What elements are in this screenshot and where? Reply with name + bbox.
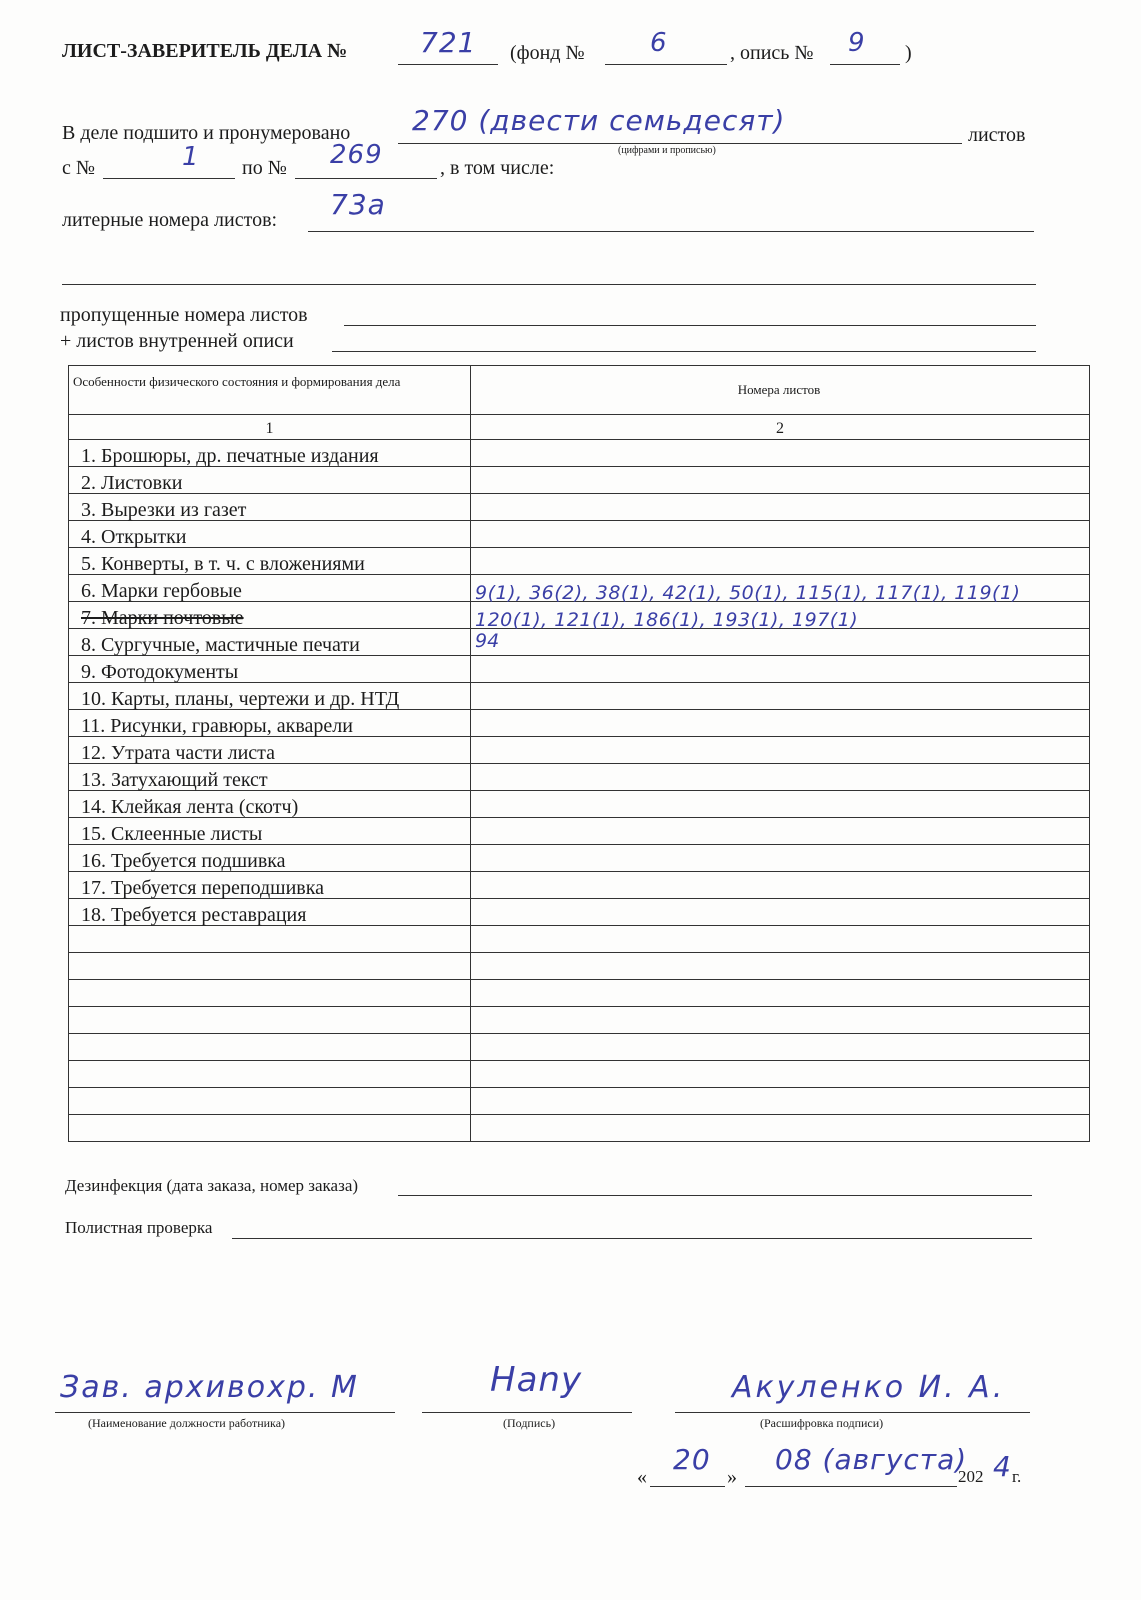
form-title: ЛИСТ-ЗАВЕРИТЕЛЬ ДЕЛА № — [62, 40, 348, 62]
from-label: с № — [62, 157, 95, 179]
fond-number-line — [605, 64, 727, 65]
row-label: 18. Требуется реставрация — [69, 899, 471, 926]
day-line — [650, 1486, 725, 1487]
table-header-row — [69, 366, 1090, 415]
table-row — [69, 467, 1090, 494]
table-row — [69, 548, 1090, 575]
opis-number-line — [830, 64, 900, 65]
col1-header: Особенности физического состояния и формирования дела — [69, 366, 471, 415]
row-value[interactable] — [471, 899, 1090, 926]
postage-stamps-value[interactable]: 120(1), 121(1), 186(1), 193(1), 197(1) — [475, 609, 859, 631]
decoding-line — [675, 1412, 1030, 1413]
row-value[interactable] — [471, 710, 1090, 737]
opis-number-value[interactable]: 9 — [848, 28, 866, 58]
col2-header: Номера листов — [471, 366, 1090, 415]
row-label: 6. Марки гербовые — [69, 575, 471, 602]
table-row — [69, 899, 1090, 926]
table-row — [69, 602, 1090, 629]
row-label: 16. Требуется подшивка — [69, 845, 471, 872]
row-label: 2. Листовки — [69, 467, 471, 494]
missing-line — [344, 325, 1036, 326]
table-row — [69, 872, 1090, 899]
table-row — [69, 791, 1090, 818]
from-line — [103, 178, 235, 179]
empty-cell[interactable] — [471, 1034, 1090, 1061]
empty-cell[interactable] — [471, 1115, 1090, 1142]
position-value[interactable]: Зав. архивохр. М — [60, 1370, 359, 1405]
table-row — [69, 656, 1090, 683]
inner-label: + листов внутренней описи — [60, 330, 294, 352]
inner-line — [332, 351, 1036, 352]
table-row — [69, 845, 1090, 872]
row-value[interactable] — [471, 845, 1090, 872]
table-row-empty — [69, 953, 1090, 980]
row-value[interactable] — [471, 818, 1090, 845]
row-label: 13. Затухающий текст — [69, 764, 471, 791]
signature-value[interactable]: Hany — [490, 1360, 583, 1400]
disinfection-label: Дезинфекция (дата заказа, номер заказа) — [65, 1176, 359, 1195]
row-label: 9. Фотодокументы — [69, 656, 471, 683]
including-label: , в том числе: — [440, 157, 555, 179]
empty-cell — [69, 980, 471, 1007]
row-label: 11. Рисунки, гравюры, акварели — [69, 710, 471, 737]
row-value[interactable] — [471, 440, 1090, 467]
check-line — [232, 1238, 1032, 1239]
month-line — [745, 1486, 957, 1487]
empty-cell — [69, 1115, 471, 1142]
close-paren: ) — [905, 42, 912, 64]
row-label: 8. Сургучные, мастичные печати — [69, 629, 471, 656]
table-row — [69, 818, 1090, 845]
condition-table — [68, 365, 1090, 1142]
empty-cell — [69, 926, 471, 953]
year-prefix: 202 — [958, 1467, 984, 1486]
sheets-word: листов — [968, 124, 1026, 146]
letter-value[interactable]: 73а — [330, 188, 386, 221]
table-row-empty — [69, 1061, 1090, 1088]
table-row — [69, 521, 1090, 548]
case-number-value[interactable]: 721 — [420, 26, 477, 59]
from-value[interactable]: 1 — [182, 142, 200, 172]
row-label: 12. Утрата части листа — [69, 737, 471, 764]
year-value[interactable]: 4 — [993, 1450, 1012, 1483]
row-label: 10. Карты, планы, чертежи и др. НТД — [69, 683, 471, 710]
table-row — [69, 494, 1090, 521]
table-row-empty — [69, 980, 1090, 1007]
table-row — [69, 710, 1090, 737]
row-value[interactable] — [471, 548, 1090, 575]
row-label: 15. Склеенные листы — [69, 818, 471, 845]
fond-label: (фонд № — [510, 42, 585, 64]
row-label: 17. Требуется переподшивка — [69, 872, 471, 899]
row-label: 5. Конверты, в т. ч. с вложениями — [69, 548, 471, 575]
row-value[interactable] — [471, 656, 1090, 683]
row-label: 14. Клейкая лента (скотч) — [69, 791, 471, 818]
digits-hint: (цифрами и прописью) — [618, 145, 716, 156]
empty-cell[interactable] — [471, 1007, 1090, 1034]
table-row — [69, 575, 1090, 602]
opis-label: , опись № — [730, 42, 814, 64]
position-hint: (Наименование должности работника) — [88, 1416, 286, 1430]
row-label: 3. Вырезки из газет — [69, 494, 471, 521]
empty-cell[interactable] — [471, 980, 1090, 1007]
empty-cell[interactable] — [471, 1088, 1090, 1115]
to-label: по № — [242, 157, 287, 179]
empty-cell[interactable] — [471, 1061, 1090, 1088]
table-row — [69, 440, 1090, 467]
table-row — [69, 629, 1090, 656]
col1-number: 1 — [69, 415, 471, 440]
empty-cell[interactable] — [471, 926, 1090, 953]
fond-number-value[interactable]: 6 — [650, 28, 668, 58]
table-number-row — [69, 415, 1090, 440]
table-row — [69, 683, 1090, 710]
case-number-line — [398, 64, 498, 65]
row-value[interactable] — [471, 872, 1090, 899]
letter-label: литерные номера листов: — [62, 209, 278, 231]
empty-cell — [69, 1007, 471, 1034]
stitched-line — [398, 143, 962, 144]
table-row-empty — [69, 1115, 1090, 1142]
row-value[interactable] — [471, 737, 1090, 764]
to-value[interactable]: 269 — [330, 140, 383, 170]
check-label: Полистная проверка — [65, 1218, 213, 1237]
table-row-empty — [69, 926, 1090, 953]
row-value[interactable] — [471, 494, 1090, 521]
table-row — [69, 764, 1090, 791]
table-row-empty — [69, 1034, 1090, 1061]
signature-hint: (Подпись) — [503, 1416, 556, 1430]
row-value[interactable] — [471, 602, 1090, 629]
quote-close: » — [727, 1466, 737, 1488]
month-value[interactable]: 08 (августа) — [775, 1443, 968, 1476]
col2-number: 2 — [471, 415, 1090, 440]
row-value[interactable] — [471, 764, 1090, 791]
row-value[interactable] — [471, 521, 1090, 548]
table-row-empty — [69, 1007, 1090, 1034]
position-line — [55, 1412, 395, 1413]
revenue-stamps-value[interactable]: 9(1), 36(2), 38(1), 42(1), 50(1), 115(1), 117(1), 119(1) — [475, 582, 1021, 604]
decoding-value[interactable]: Акуленко И. А. — [732, 1370, 1006, 1405]
row-value[interactable] — [471, 683, 1090, 710]
day-value[interactable]: 20 — [673, 1443, 711, 1476]
missing-label: пропущенные номера листов — [60, 304, 308, 326]
row-label-struck: 7. Марки почтовые — [69, 602, 471, 629]
empty-cell — [69, 1088, 471, 1115]
letter-line — [308, 231, 1034, 232]
empty-cell — [69, 953, 471, 980]
to-line — [295, 178, 437, 179]
table-row — [69, 737, 1090, 764]
row-value[interactable] — [471, 467, 1090, 494]
row-label: 1. Брошюры, др. печатные издания — [69, 440, 471, 467]
table-row-empty — [69, 1088, 1090, 1115]
signature-line — [422, 1412, 632, 1413]
empty-cell — [69, 1034, 471, 1061]
row-value[interactable] — [471, 791, 1090, 818]
extra-line — [62, 284, 1036, 285]
row-value[interactable] — [471, 575, 1090, 602]
decoding-hint: (Расшифровка подписи) — [760, 1416, 884, 1430]
empty-cell — [69, 1061, 471, 1088]
year-suffix: г. — [1012, 1467, 1022, 1486]
row-value[interactable] — [471, 629, 1090, 656]
seals-value[interactable]: 94 — [475, 630, 500, 652]
row-label: 4. Открытки — [69, 521, 471, 548]
empty-cell[interactable] — [471, 953, 1090, 980]
quote-open: « — [637, 1466, 647, 1488]
stitched-value[interactable]: 270 (двести семьдесят) — [412, 104, 786, 137]
disinfection-line — [398, 1195, 1032, 1196]
stitched-label: В деле подшито и пронумеровано — [62, 122, 351, 144]
